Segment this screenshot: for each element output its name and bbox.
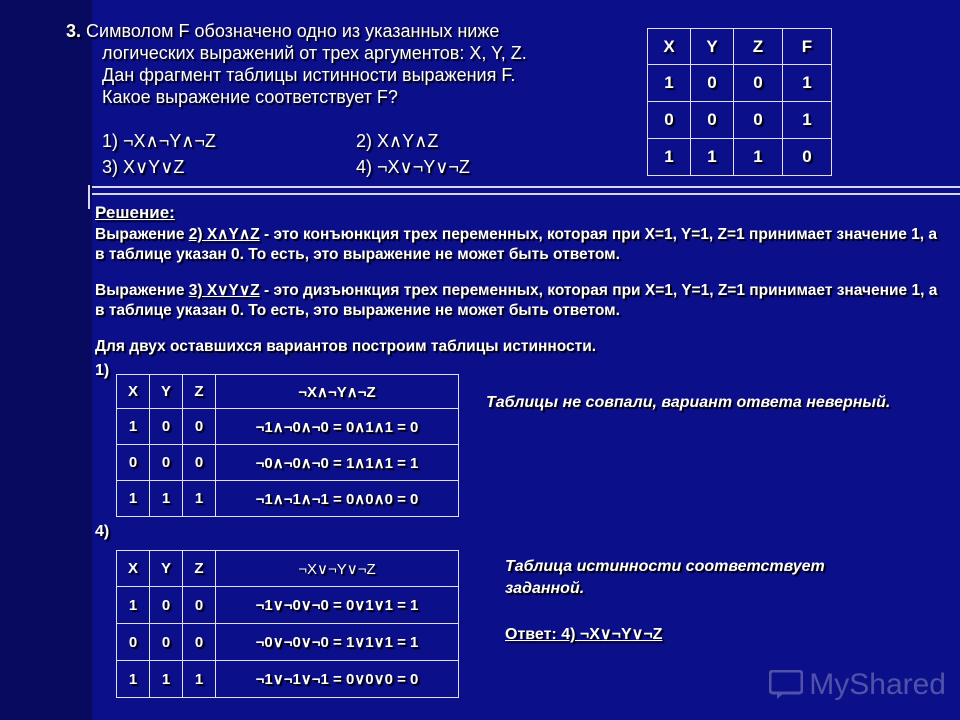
t1-cell-expr: ¬1∧¬1∧¬1 = 0∧0∧0 = 0	[216, 481, 459, 517]
given-header-y: Y	[691, 29, 734, 65]
solution-block	[95, 203, 945, 357]
given-header-f: F	[783, 29, 832, 65]
p1-prefix: Выражение	[95, 226, 189, 243]
given-cell: 1	[648, 65, 691, 102]
problem-statement	[66, 20, 636, 108]
final-answer: Ответ: 4) ¬X∨¬Y∨¬Z	[505, 626, 663, 643]
problem-line-4: Какое выражение соответствует F?	[102, 87, 398, 107]
t1-cell-expr: ¬0∧¬0∧¬0 = 1∧1∧1 = 1	[216, 445, 459, 481]
t1-cell-expr: ¬1∧¬0∧¬0 = 0∧1∧1 = 0	[216, 409, 459, 445]
solution-title: Решение:	[95, 203, 175, 222]
t4-cell: 1	[183, 661, 216, 698]
match-note	[505, 556, 825, 600]
left-sidebar-band	[0, 0, 92, 720]
t4-cell: 1	[150, 661, 183, 698]
t1-cell: 0	[117, 445, 150, 481]
given-cell: 0	[691, 102, 734, 139]
t4-header-x: X	[117, 551, 150, 587]
t4-header-z: Z	[183, 551, 216, 587]
given-cell: 1	[783, 65, 832, 102]
answer-options	[102, 128, 522, 180]
t4-cell: 0	[150, 587, 183, 624]
t1-cell: 1	[117, 409, 150, 445]
t1-cell: 0	[183, 409, 216, 445]
t1-cell: 1	[183, 481, 216, 517]
problem-line-2: логических выражений от трех аргументов: X, Y, Z.	[102, 43, 527, 63]
p2-text: - это дизъюнкция трех переменных, которая при X=1, Y=1, Z=1 принимает значение 1, а в таблице указан 0. То есть, это выражение не может быть ответом.	[95, 282, 938, 319]
mismatch-note: Таблицы не совпали, вариант ответа неверный.	[486, 394, 891, 411]
p1-text: - это конъюнкция трех переменных, которая при X=1, Y=1, Z=1 принимает значение 1, а в таблице указан 0. То есть, это выражение не может быть ответом.	[95, 226, 938, 263]
given-header-z: Z	[734, 29, 783, 65]
problem-number: 3.	[66, 21, 82, 41]
t4-cell: 0	[117, 624, 150, 661]
t4-header-expr: ¬X∨¬Y∨¬Z	[216, 551, 459, 587]
option-2: 2) X∧Y∧Z	[356, 131, 439, 151]
watermark-text: MyShared	[809, 668, 946, 701]
t1-header-x: X	[117, 375, 150, 409]
table1-label: 1)	[95, 362, 110, 379]
t1-cell: 0	[150, 409, 183, 445]
t1-header-z: Z	[183, 375, 216, 409]
given-cell: 1	[648, 139, 691, 176]
given-cell: 1	[734, 139, 783, 176]
p2-prefix: Выражение	[95, 282, 189, 299]
option-1: 1) ¬X∧¬Y∧¬Z	[102, 131, 216, 151]
t4-cell-expr: ¬0∨¬0∨¬0 = 1∨1∨1 = 1	[216, 624, 459, 661]
t1-cell: 1	[150, 481, 183, 517]
problem-line-1: Символом F обозначено одно из указанных ниже	[86, 21, 500, 41]
t1-cell: 1	[117, 481, 150, 517]
problem-line-3: Дан фрагмент таблицы истинности выражения F.	[102, 65, 516, 85]
option-3: 3) X∨Y∨Z	[102, 157, 185, 177]
p1-expression: 2) X∧Y∧Z	[188, 226, 260, 243]
t1-cell: 0	[150, 445, 183, 481]
t4-cell: 0	[183, 624, 216, 661]
divider-vertical	[88, 185, 90, 209]
given-truth-table	[647, 28, 832, 176]
table4-label: 4)	[95, 523, 110, 540]
truth-table-option-1	[116, 374, 459, 517]
t4-header-y: Y	[150, 551, 183, 587]
watermark	[769, 668, 946, 702]
t4-cell: 1	[117, 587, 150, 624]
given-cell: 0	[691, 65, 734, 102]
t1-header-y: Y	[150, 375, 183, 409]
t1-header-expr: ¬X∧¬Y∧¬Z	[216, 375, 459, 409]
t4-cell-expr: ¬1∨¬0∨¬0 = 0∨1∨1 = 1	[216, 587, 459, 624]
solution-paragraph-3: Для двух оставшихся вариантов построим таблицы истинности.	[95, 338, 597, 355]
given-cell: 0	[648, 102, 691, 139]
t4-cell: 1	[117, 661, 150, 698]
given-cell: 0	[734, 65, 783, 102]
given-cell: 1	[783, 102, 832, 139]
divider-top	[92, 186, 960, 188]
t1-cell: 0	[183, 445, 216, 481]
p2-expression: 3) X∨Y∨Z	[188, 282, 260, 299]
given-header-x: X	[648, 29, 691, 65]
t4-cell: 0	[183, 587, 216, 624]
given-cell: 0	[783, 139, 832, 176]
divider-bottom	[92, 193, 960, 195]
truth-table-option-4	[116, 550, 459, 698]
solution-paragraph-1	[95, 225, 945, 265]
option-4: 4) ¬X∨¬Y∨¬Z	[356, 157, 470, 177]
t4-cell: 0	[150, 624, 183, 661]
given-cell: 1	[691, 139, 734, 176]
match-note-line-1: Таблица истинности соответствует	[505, 558, 825, 575]
solution-paragraph-2	[95, 281, 945, 321]
match-note-line-2: заданной.	[505, 580, 585, 597]
watermark-logo-icon	[769, 670, 803, 700]
given-cell: 0	[734, 102, 783, 139]
t4-cell-expr: ¬1∨¬1∨¬1 = 0∨0∨0 = 0	[216, 661, 459, 698]
